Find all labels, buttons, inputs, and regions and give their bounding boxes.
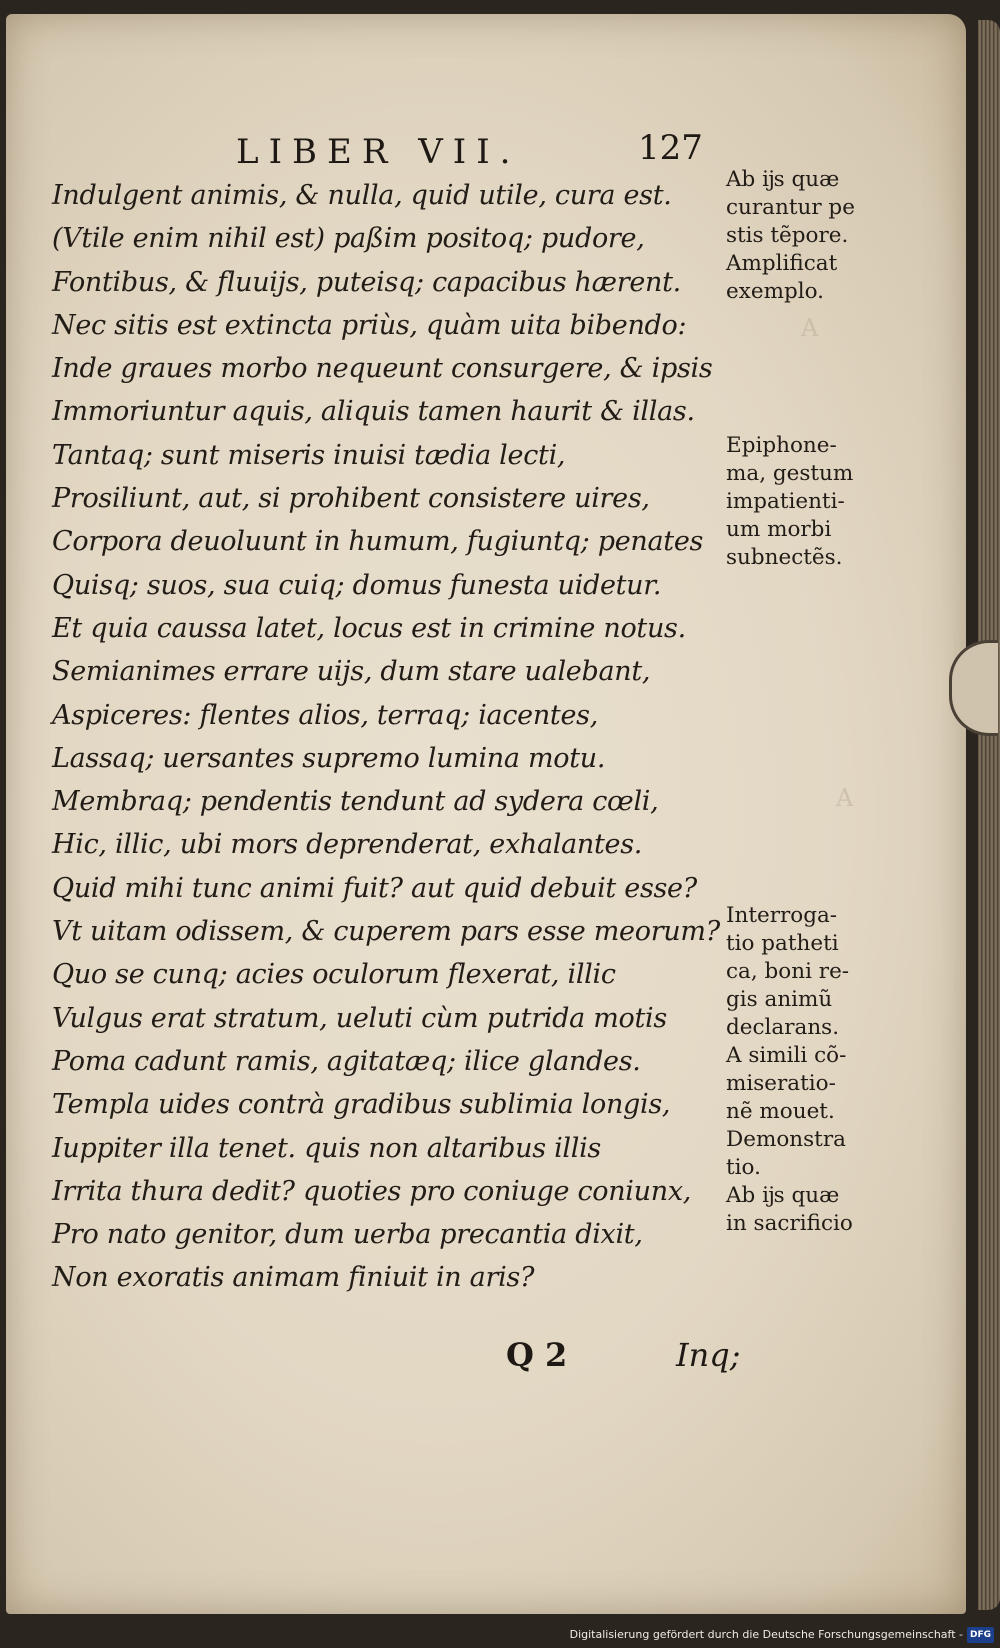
signature-mark: Q 2 xyxy=(506,1336,568,1374)
verse-line: Iuppiter illa tenet. quis non altaribus illis xyxy=(52,1132,601,1164)
verse-line: Indulgent animis, & nulla, quid utile, cura est. xyxy=(52,180,672,211)
marginal-note-line: impatienti- xyxy=(726,489,845,514)
marginal-note-line: Ab ĳs quæ xyxy=(726,1183,840,1208)
book-page xyxy=(6,14,966,1614)
marginal-note xyxy=(726,432,926,572)
verse-block xyxy=(52,174,720,1300)
folio-number: 127 xyxy=(638,128,703,168)
running-title: LIBER VII. xyxy=(236,132,521,172)
page-footer xyxy=(506,1336,766,1376)
verse-line: Quisq; suos, sua cuiq; domus funesta uidetur. xyxy=(52,569,662,601)
verse-line: Inde graues morbo nequeunt consurgere, & ipsis xyxy=(52,353,713,385)
verse-line: Fontibus, & fluuijs, puteisq; capacibus hærent. xyxy=(52,266,681,298)
marginal-note-line: miseratio- xyxy=(726,1071,836,1096)
verse-line: Corpora deuoluunt in humum, fugiuntq; penates xyxy=(52,526,704,558)
verse-line: Membraq; pendentis tendunt ad sydera cœli, xyxy=(52,786,659,818)
marginal-note xyxy=(726,902,926,1238)
verse-line: Pro nato genitor, dum uerba precantia dixit, xyxy=(52,1219,643,1251)
verse-line: Vt uitam odissem, & cuperem pars esse meorum? xyxy=(52,916,720,948)
bleed-through-ghost: A xyxy=(836,784,854,812)
verse-line: Lassaq; uersantes supremo lumina motu. xyxy=(52,742,606,774)
verse-line: Et quia caussa latet, locus est in crimine notus. xyxy=(52,612,686,644)
marginal-note-line: ma, gestum xyxy=(726,461,854,486)
verse-line: Aspiceres: flentes alios, terraq; iacentes, xyxy=(52,699,598,731)
marginal-note-line: declarans. xyxy=(726,1015,840,1040)
marginal-note-line: Interroga- xyxy=(726,903,838,928)
bleed-through-ghost: A xyxy=(801,314,819,342)
marginal-note-line: Demonstra xyxy=(726,1127,846,1152)
verse-line: Templa uides contrà gradibus sublimia longis, xyxy=(52,1089,671,1121)
verse-line: (Vtile enim nihil est) paßim positoq; pudore, xyxy=(52,223,645,255)
marginal-note-line: ca, boni re- xyxy=(726,959,850,984)
verse-line: Semianimes errare uijs, dum stare ualebant, xyxy=(52,656,651,688)
marginal-note-line: tio. xyxy=(726,1155,761,1180)
marginal-note-line: Amplificat xyxy=(726,251,838,276)
marginal-note-line: exemplo. xyxy=(726,279,824,304)
marginal-note-line: um morbi xyxy=(726,517,832,542)
credit-text: Digitalisierung gefördert durch die Deutsche Forschungsgemeinschaft - xyxy=(569,1628,963,1641)
verse-line: Tantaq; sunt miseris inuisi tædia lecti, xyxy=(52,439,566,471)
verse-line: Prosiliunt, aut, si prohibent consistere uires, xyxy=(52,483,650,515)
verse-line: Hic, illic, ubi mors deprenderat, exhalantes. xyxy=(52,829,643,861)
verse-line: Quid mihi tunc animi fuit? aut quid debuit esse? xyxy=(52,872,697,904)
verse-line: Immoriuntur aquis, aliquis tamen haurit & illas. xyxy=(52,396,695,428)
marginal-note-line: gis animũ xyxy=(726,987,833,1012)
verse-line: Nec sitis est extincta priùs, quàm uita bibendo: xyxy=(52,309,687,341)
verse-line: Poma cadunt ramis, agitatæq; ilice glandes. xyxy=(52,1045,641,1077)
marginal-note-line: Epiphone- xyxy=(726,433,837,458)
marginal-note-line: nẽ mouet. xyxy=(726,1099,835,1124)
marginal-note-line: A simili cõ- xyxy=(726,1043,847,1068)
page-stack-edge xyxy=(978,20,1000,1610)
marginal-note-line: curantur pe xyxy=(726,195,855,220)
verse-line: Irrita thura dedit? quoties pro coniuge coniunx, xyxy=(52,1175,692,1207)
marginal-note-line: in sacrificio xyxy=(726,1211,853,1236)
digitization-credit xyxy=(570,1624,994,1646)
marginal-note-line: Ab ĳs quæ xyxy=(726,167,840,192)
verse-line: Non exoratis animam finiuit in aris? xyxy=(52,1262,535,1294)
marginal-note xyxy=(726,166,926,306)
marginal-note-line: subnectẽs. xyxy=(726,545,843,570)
verse-line: Quo se cunq; acies oculorum flexerat, illic xyxy=(52,959,616,991)
marginal-note-line: stis tẽpore. xyxy=(726,223,849,248)
verse-line: Vulgus erat stratum, ueluti cùm putrida motis xyxy=(52,1002,667,1034)
catchword: Inq; xyxy=(676,1336,741,1374)
marginal-note-line: tio patheti xyxy=(726,931,839,956)
dfg-logo: DFG xyxy=(967,1627,994,1643)
